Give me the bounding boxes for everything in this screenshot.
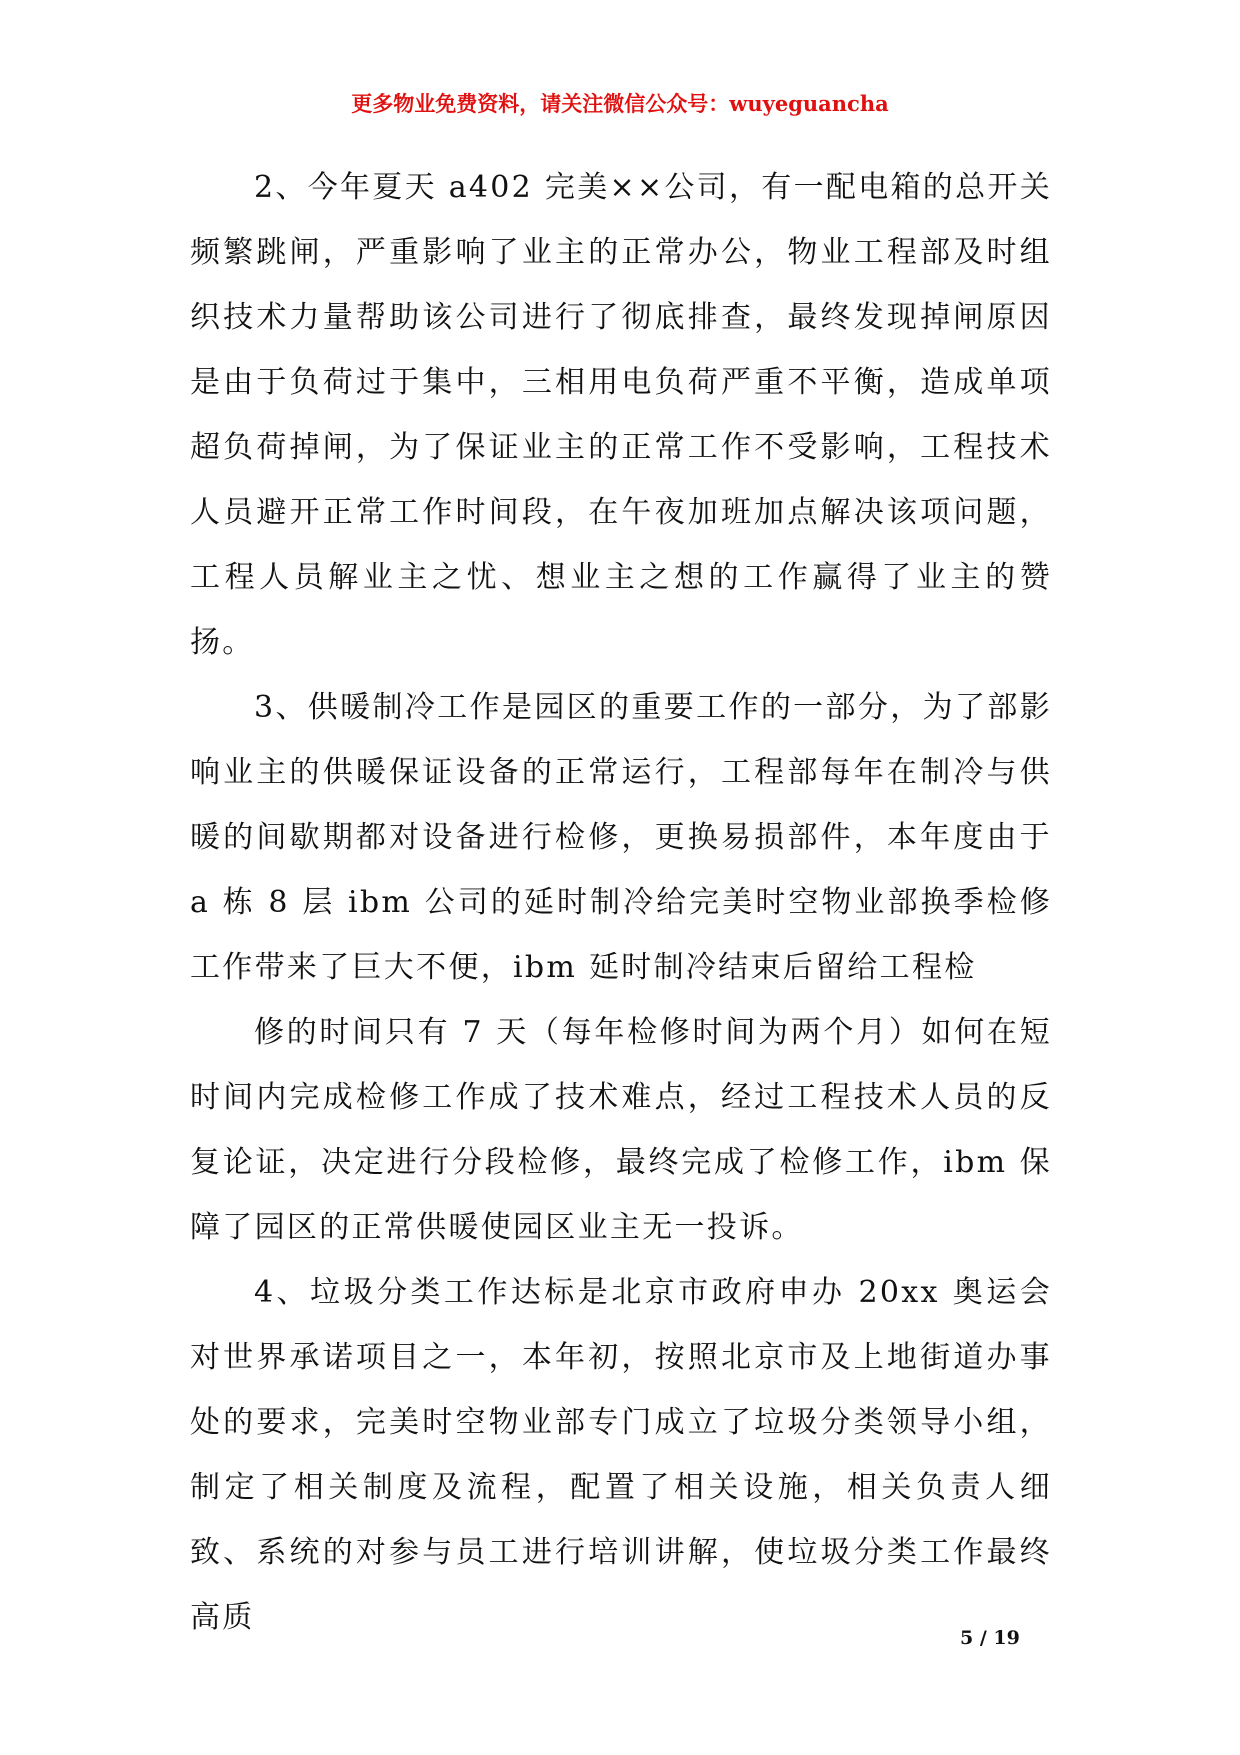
document-body xyxy=(190,155,1052,1650)
paragraph-item-2: 2、今年夏天 a402 完美××公司，有一配电箱的总开关频繁跳闸，严重影响了业主的正常办公，物业工程部及时组织技术力量帮助该公司进行了彻底排查，最终发现掉闸原因是由于负荷过于集中，三相用电负荷严重不平衡，造成单项超负荷掉闸，为了保证业主的正常工作不受影响，工程技术人员避开正常工作时间段，在午夜加班加点解决该项问题，工程人员解业主之忧、想业主之想的工作赢得了业主的赞扬。 xyxy=(190,170,1052,660)
paragraph-item-4: 4、垃圾分类工作达标是北京市政府申办 20xx 奥运会对世界承诺项目之一，本年初，按照北京市及上地街道办事处的要求，完美时空物业部专门成立了垃圾分类领导小组，制定了相关制度及流程，配置了相关设施，相关负责人细致、系统的对参与员工进行培训讲解，使垃圾分类工作最终高质 xyxy=(190,1275,1052,1635)
promo-header: 更多物业免费资料，请关注微信公众号：wuyeguancha xyxy=(351,91,889,116)
paragraph-item-3: 3、供暖制冷工作是园区的重要工作的一部分，为了部影响业主的供暖保证设备的正常运行，工程部每年在制冷与供暖的间歇期都对设备进行检修，更换易损部件，本年度由于 a 栋 8 层 ibm 公司的延时制冷给完美时空物业部换季检修工作带来了巨大不便，ibm 延时制冷结束后留给工程检 xyxy=(190,690,1052,985)
page-number: 5 / 19 xyxy=(960,1627,1020,1649)
paragraph-item-3-continued: 修的时间只有 7 天（每年检修时间为两个月）如何在短时间内完成检修工作成了技术难点，经过工程技术人员的反复论证，决定进行分段检修，最终完成了检修工作，ibm 保障了园区的正常供暖使园区业主无一投诉。 xyxy=(190,1015,1052,1245)
